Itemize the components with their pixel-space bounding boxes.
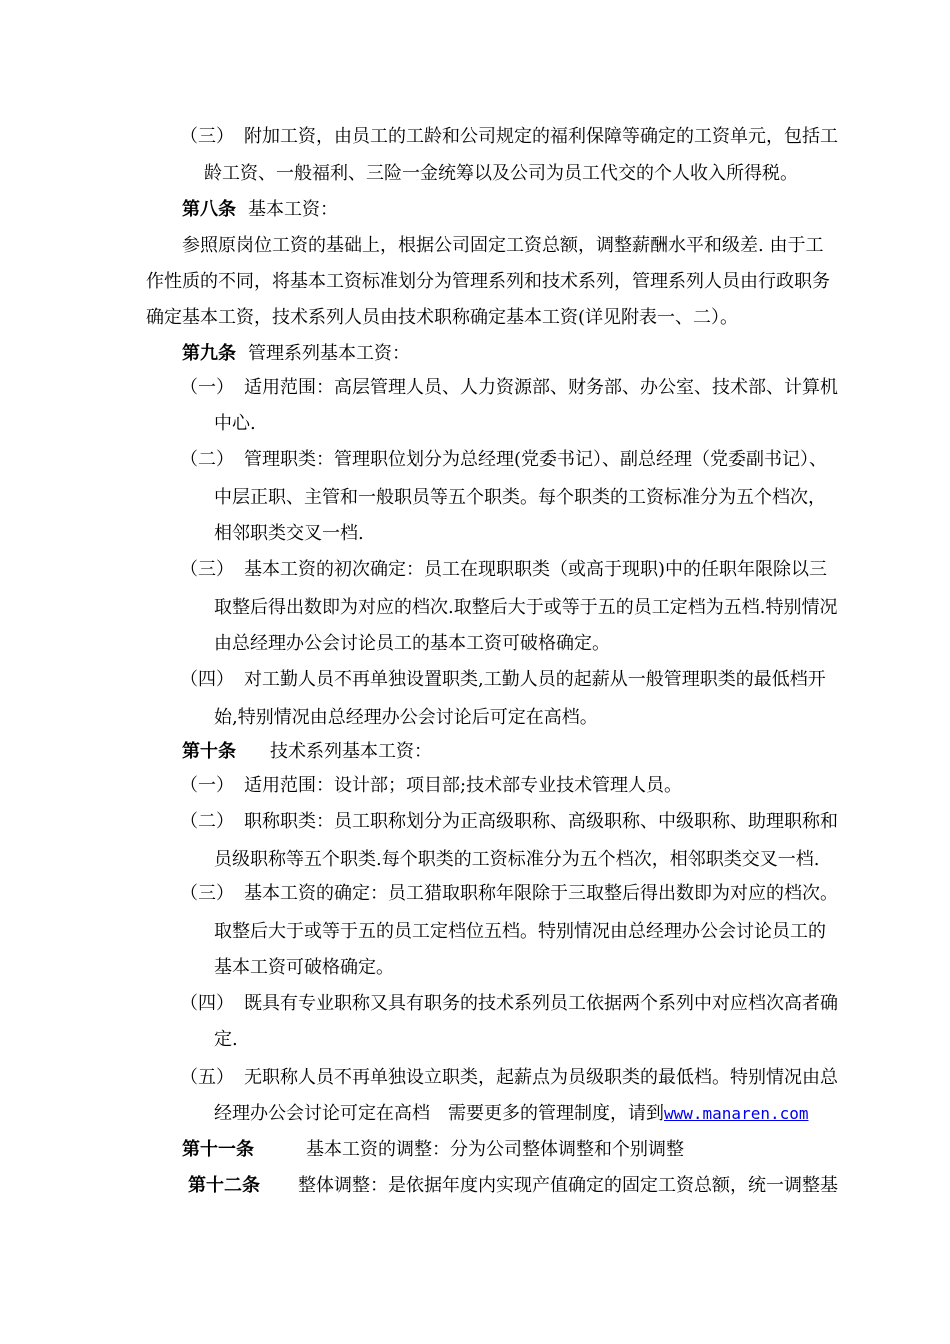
article-heading (182, 1140, 684, 1160)
item-text: 基本工资的初次确定：员工在现职职类（或高于现职)中的任职年限除以三 (244, 559, 828, 580)
list-item (180, 812, 838, 832)
item-continuation: 员级职称等五个职类.每个职类的工资标准分为五个档次，相邻职类交叉一档. (214, 849, 820, 870)
item-text: 职称职类：员工职称划分为正高级职称、高级职称、中级职称、助理职称和 (244, 811, 838, 832)
list-item (180, 1068, 838, 1088)
article-number: 第十一条 (182, 1139, 254, 1160)
item-text: 适用范围：设计部；项目部;技术部专业技术管理人员。 (244, 775, 683, 796)
article-title: 基本工资： (248, 199, 338, 220)
item-marker: （二） (180, 449, 234, 470)
item-continuation: 由总经理办公会讨论员工的基本工资可破格确定。 (214, 633, 610, 654)
item-text: 既具有专业职称又具有职务的技术系列员工依据两个系列中对应档次高者确 (244, 993, 838, 1014)
list-item (180, 378, 838, 398)
list-item (180, 560, 827, 580)
paragraph-line: 确定基本工资，技术系列人员由技术职称确定基本工资(详见附表一、二）。 (146, 307, 739, 328)
item-text: 管理职类：管理职位划分为总经理(党委书记）、副总经理（党委副书记）、 (244, 449, 828, 470)
item-marker: （三） (180, 126, 234, 147)
item-continuation: 基本工资可破格确定。 (214, 957, 394, 978)
item-continuation: 龄工资、一般福利、三险一金统筹以及公司为员工代交的个人收入所得税。 (204, 163, 798, 184)
article-title: 技术系列基本工资： (270, 741, 432, 762)
item-text: 附加工资，由员工的工龄和公司规定的福利保障等确定的工资单元，包括工 (244, 126, 838, 147)
item-marker: （三） (180, 559, 234, 580)
item-marker: （五） (180, 1067, 234, 1088)
paragraph-line: 作性质的不同，将基本工资标准划分为管理系列和技术系列，管理系列人员由行政职务 (146, 271, 830, 292)
item-marker: （四） (180, 669, 234, 690)
item-marker: （四） (180, 993, 234, 1014)
item-continuation: 中心. (214, 413, 256, 434)
list-item (180, 994, 838, 1014)
item-continuation: 取整后大于或等于五的员工定档位五档。特别情况由总经理办公会讨论员工的 (214, 921, 826, 942)
list-item (180, 670, 826, 690)
item-continuation: 中层正职、主管和一般职员等五个职类。每个职类的工资标准分为五个档次， (214, 487, 826, 508)
article-title: 管理系列基本工资： (248, 343, 410, 364)
item-text: 对工勤人员不再单独设置职类,工勤人员的起薪从一般管理职类的最低档开 (244, 669, 826, 690)
item-continuation: 定. (214, 1029, 238, 1050)
list-item (180, 776, 682, 796)
article-number: 第十条 (182, 741, 236, 762)
list-item (180, 450, 827, 470)
paragraph-line: 参照原岗位工资的基础上，根据公司固定工资总额，调整薪酬水平和级差. 由于工 (182, 235, 824, 256)
item-continuation (214, 1104, 809, 1124)
article-number: 第十二条 (188, 1175, 260, 1196)
article-heading (188, 1176, 838, 1196)
article-heading (182, 344, 410, 364)
item-marker: （三） (180, 883, 234, 904)
item-marker: （一） (180, 775, 234, 796)
list-item (180, 884, 838, 904)
item-marker: （二） (180, 811, 234, 832)
article-number: 第九条 (182, 343, 236, 364)
item-continuation: 取整后得出数即为对应的档次.取整后大于或等于五的员工定档为五档.特别情况 (214, 597, 838, 618)
item-continuation: 相邻职类交叉一档. (214, 523, 364, 544)
item-marker: （一） (180, 377, 234, 398)
article-title: 整体调整：是依据年度内实现产值确定的固定工资总额，统一调整基 (298, 1175, 838, 1196)
article-title: 基本工资的调整：分为公司整体调整和个别调整 (306, 1139, 684, 1160)
website-link[interactable]: www.manaren.com (664, 1104, 809, 1123)
continuation-text: 经理办公会讨论可定在高档 需要更多的管理制度，请到 (214, 1103, 664, 1124)
item-continuation: 始,特别情况由总经理办公会讨论后可定在高档。 (214, 707, 598, 728)
item-text: 适用范围：高层管理人员、人力资源部、财务部、办公室、技术部、计算机 (244, 377, 838, 398)
article-number: 第八条 (182, 199, 236, 220)
article-heading (182, 742, 432, 762)
item-text: 基本工资的确定：员工猎取职称年限除于三取整后得出数即为对应的档次。 (244, 883, 838, 904)
item-text: 无职称人员不再单独设立职类，起薪点为员级职类的最低档。特别情况由总 (244, 1067, 838, 1088)
article-heading (182, 200, 338, 220)
list-item (180, 127, 838, 147)
